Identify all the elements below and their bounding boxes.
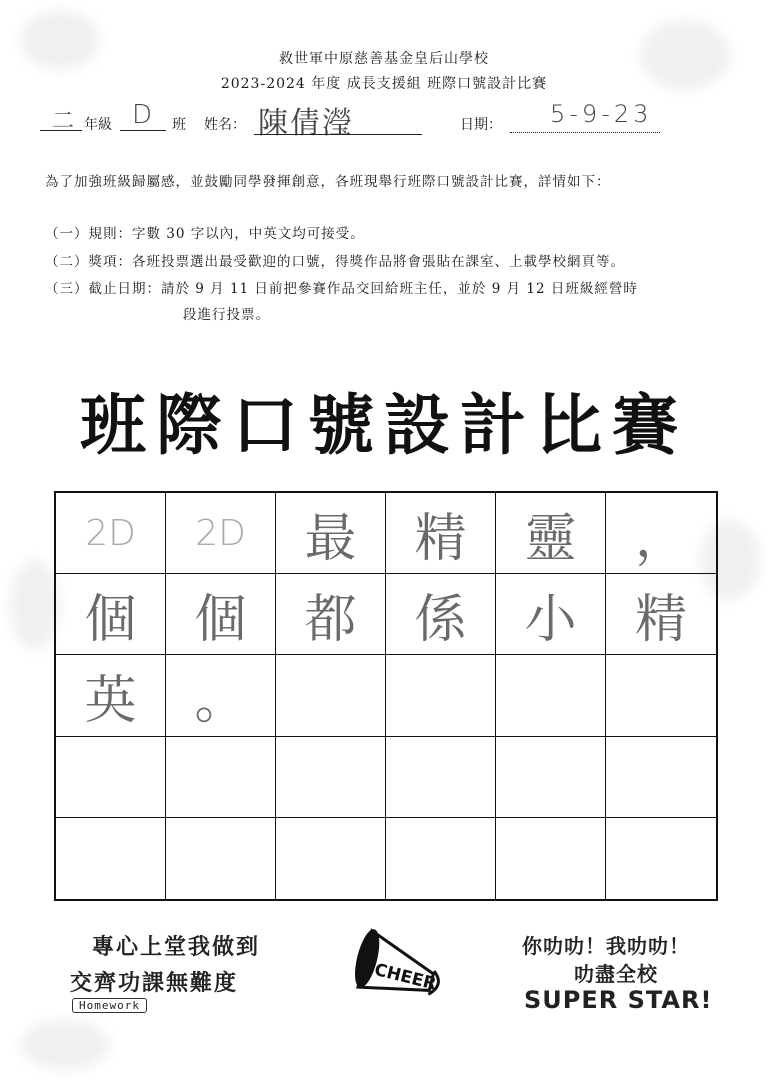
rule-3: （三）截止日期：請於 9 月 11 日前把參賽作品交回給班主任，並於 9 月 12 日班級經營時 [45, 281, 638, 297]
grid-cell: 個 [166, 574, 276, 655]
grid-cell: 精 [606, 574, 716, 655]
homework-tag: Homework [72, 998, 147, 1013]
grid-cell: 小 [496, 574, 606, 655]
grid-cell: 個 [56, 574, 166, 655]
footer-slogan-right-2: 叻盡全校 [574, 962, 658, 986]
grid-cell: 係 [386, 574, 496, 655]
grid-cell [496, 737, 606, 818]
class-underline [120, 130, 166, 131]
date-value: 5-9-23 [550, 100, 653, 128]
footer-slogan-left-1: 專心上堂我做到 [92, 935, 261, 960]
grid-cell [56, 737, 166, 818]
name-value: 陳倩瀅 [258, 106, 354, 141]
grid-cell [606, 737, 716, 818]
grid-cell: 都 [276, 574, 386, 655]
scan-speck [10, 560, 60, 650]
name-underline [254, 134, 422, 135]
grid-cell: 。 [166, 655, 276, 736]
competition-title: 班際口號設計比賽 [80, 387, 688, 464]
date-label: 日期： [460, 117, 502, 133]
rule-3-continued: 段進行投票。 [183, 307, 270, 323]
class-value: D [132, 100, 153, 130]
footer-slogan-right-1: 你叻叻！我叻叻！ [522, 934, 690, 958]
event-title: 2023-2024 年度 成長支援組 班際口號設計比賽 [220, 76, 548, 92]
school-name: 救世軍中原慈善基金皇后山學校 [279, 51, 489, 67]
grade-label: 年級 [84, 117, 112, 133]
grid-cell [276, 655, 386, 736]
grid-cell: 靈 [496, 493, 606, 574]
grid-cell: ， [606, 493, 716, 574]
grid-cell: 精 [386, 493, 496, 574]
megaphone-text: CHEER [372, 959, 439, 995]
grid-cell: 英 [56, 655, 166, 736]
grid-cell [386, 737, 496, 818]
grid-cell [496, 655, 606, 736]
rule-1: （一）規則：字數 30 字以內，中英文均可接受。 [45, 226, 365, 242]
grid-cell [166, 818, 276, 899]
megaphone-icon [345, 912, 475, 1012]
grid-cell [496, 818, 606, 899]
rule-2: （二）獎項：各班投票選出最受歡迎的口號，得獎作品將會張貼在課室、上載學校網頁等。 [45, 254, 625, 270]
date-underline [510, 132, 660, 133]
intro-text: 為了加強班級歸屬感，並鼓勵同學發揮創意，各班現舉行班際口號設計比賽，詳情如下： [45, 174, 611, 190]
grid-cell [606, 655, 716, 736]
scan-speck [20, 1020, 110, 1070]
grid-cell: 最 [276, 493, 386, 574]
grade-value: 二 [52, 109, 75, 134]
grid-cell [276, 818, 386, 899]
footer-slogan-right-3: SUPER STAR! [524, 986, 713, 1014]
grid-cell [276, 737, 386, 818]
footer-slogan-left-2: 交齊功課無難度 [70, 971, 239, 996]
grid-cell [166, 737, 276, 818]
grid-cell: 2D [166, 493, 276, 574]
grid-cell [606, 818, 716, 899]
grid-cell [386, 655, 496, 736]
grid-cell [386, 818, 496, 899]
class-label: 班 [172, 117, 186, 133]
name-label: 姓名： [204, 117, 246, 133]
grade-underline [40, 130, 82, 131]
grid-cell: 2D [56, 493, 166, 574]
student-info-row [40, 100, 740, 140]
grid-cell [56, 818, 166, 899]
slogan-grid [54, 491, 718, 901]
